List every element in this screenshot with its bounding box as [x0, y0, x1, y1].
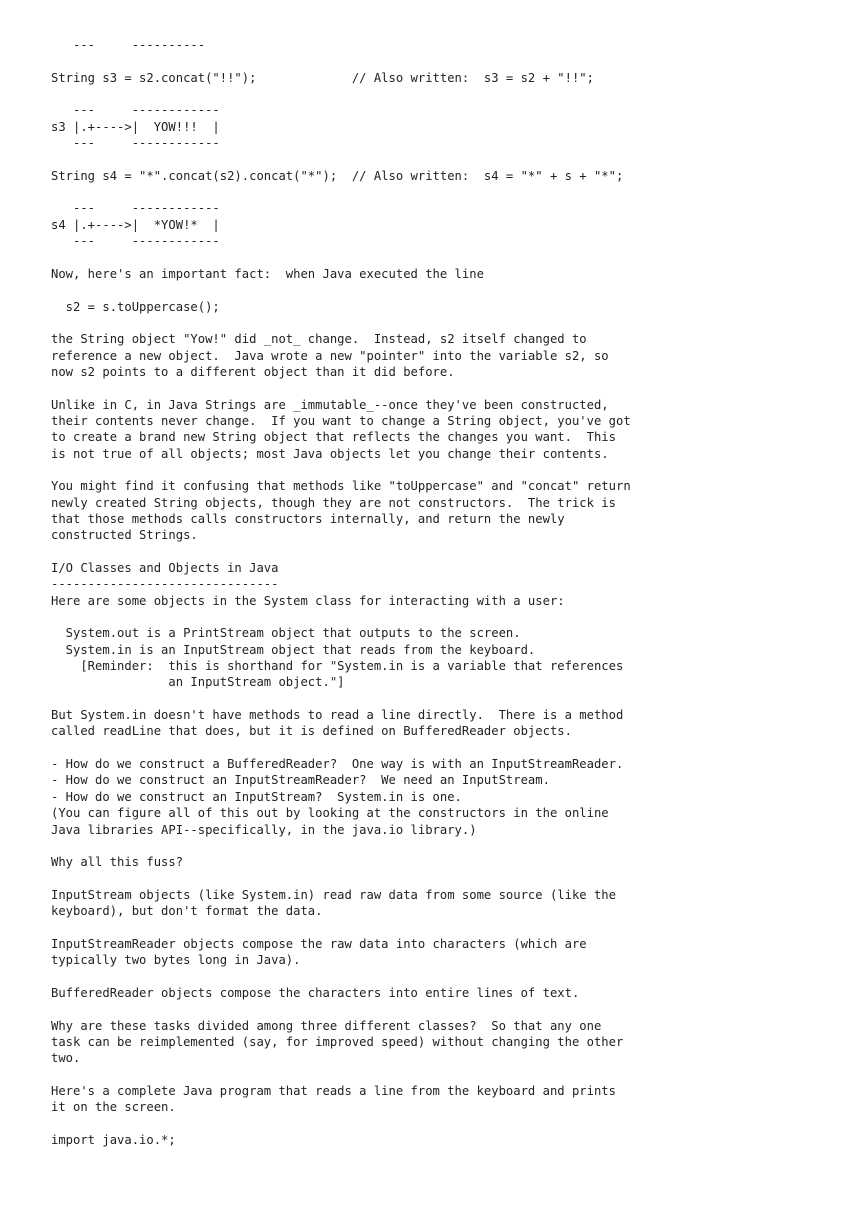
- text-line: typically two bytes long in Java).: [51, 953, 301, 968]
- text-line: [51, 315, 851, 331]
- text-line: - How do we construct an InputStream? System.in is one.: [51, 789, 462, 804]
- text-line: Why are these tasks divided among three different classes? So that any one: [51, 1018, 602, 1033]
- text-line: Now, here's an important fact: when Java executed the line: [51, 266, 484, 281]
- text-line: - How do we construct a BufferedReader? One way is with an InputStreamReader.: [51, 757, 624, 772]
- text-line: -------------------------------: [51, 577, 279, 592]
- text-line: System.in is an InputStream object that reads from the keyboard.: [51, 642, 536, 657]
- text-line: --- ----------: [51, 38, 206, 52]
- text-line: [51, 86, 851, 102]
- text-line: - How do we construct an InputStreamReader? We need an InputStream.: [51, 773, 550, 788]
- text-line: [51, 609, 851, 625]
- text-line: But System.in doesn't have methods to read a line directly. There is a method: [51, 708, 624, 723]
- text-line: [51, 544, 851, 560]
- text-line: [51, 1067, 851, 1083]
- text-line: String s3 = s2.concat("!!"); // Also written: s3 = s2 + "!!";: [51, 70, 594, 85]
- text-line: String s4 = "*".concat(s2).concat("*"); // Also written: s4 = "*" + s + "*";: [51, 168, 624, 183]
- text-line: [51, 53, 851, 69]
- text-line: [51, 691, 851, 707]
- text-line: --- ------------: [51, 136, 220, 151]
- text-line: --- ------------: [51, 201, 220, 216]
- text-line: [51, 380, 851, 396]
- text-line: Here are some objects in the System class for interacting with a user:: [51, 593, 565, 608]
- text-line: called readLine that does, but it is defined on BufferedReader objects.: [51, 724, 572, 739]
- text-line: s2 = s.toUppercase();: [51, 299, 220, 314]
- text-line: task can be reimplemented (say, for improved speed) without changing the other: [51, 1034, 624, 1049]
- text-line: [51, 1116, 851, 1132]
- text-line: BufferedReader objects compose the characters into entire lines of text.: [51, 985, 580, 1000]
- document-text: [51, 37, 851, 1148]
- text-line: --- ------------: [51, 234, 220, 249]
- text-line: two.: [51, 1051, 81, 1066]
- text-line: [51, 871, 851, 887]
- text-line: [51, 969, 851, 985]
- text-line: an InputStream object."]: [51, 675, 345, 690]
- text-line: You might find it confusing that methods like "toUppercase" and "concat" return: [51, 479, 631, 494]
- text-line: newly created String objects, though they are not constructors. The trick is: [51, 495, 616, 510]
- text-line: (You can figure all of this out by looking at the constructors in the online: [51, 806, 609, 821]
- text-line: now s2 points to a different object than it did before.: [51, 364, 455, 379]
- text-line: constructed Strings.: [51, 528, 198, 543]
- text-line: keyboard), but don't format the data.: [51, 904, 323, 919]
- text-line: [51, 282, 851, 298]
- text-line: [51, 462, 851, 478]
- text-line: System.out is a PrintStream object that outputs to the screen.: [51, 626, 521, 641]
- text-line: [51, 740, 851, 756]
- text-line: Java libraries API--specifically, in the java.io library.): [51, 822, 477, 837]
- text-line: that those methods calls constructors internally, and return the newly: [51, 511, 565, 526]
- text-line: it on the screen.: [51, 1100, 176, 1115]
- text-line: s3 |.+---->| YOW!!! |: [51, 119, 220, 134]
- text-line: [51, 184, 851, 200]
- text-line: Why all this fuss?: [51, 855, 184, 870]
- text-line: is not true of all objects; most Java objects let you change their contents.: [51, 446, 609, 461]
- text-line: Here's a complete Java program that reads a line from the keyboard and prints: [51, 1084, 616, 1098]
- text-line: [51, 249, 851, 265]
- text-line: reference a new object. Java wrote a new "pointer" into the variable s2, so: [51, 348, 609, 363]
- text-line: import java.io.*;: [51, 1133, 176, 1148]
- text-line: [Reminder: this is shorthand for "System.in is a variable that references: [51, 659, 624, 674]
- text-line: InputStream objects (like System.in) read raw data from some source (like the: [51, 887, 616, 902]
- text-line: [51, 1001, 851, 1017]
- text-line: the String object "Yow!" did _not_ change. Instead, s2 itself changed to: [51, 332, 587, 347]
- text-line: [51, 151, 851, 167]
- text-line: s4 |.+---->| *YOW!* |: [51, 217, 220, 232]
- text-line: to create a brand new String object that reflects the changes you want. This: [51, 430, 616, 445]
- text-line: --- ------------: [51, 103, 220, 118]
- text-line: Unlike in C, in Java Strings are _immutable_--once they've been constructed,: [51, 397, 609, 412]
- text-line: [51, 920, 851, 936]
- text-line: their contents never change. If you want to change a String object, you've got: [51, 413, 631, 428]
- text-line: InputStreamReader objects compose the raw data into characters (which are: [51, 936, 587, 951]
- text-line: I/O Classes and Objects in Java: [51, 561, 279, 575]
- text-line: [51, 838, 851, 854]
